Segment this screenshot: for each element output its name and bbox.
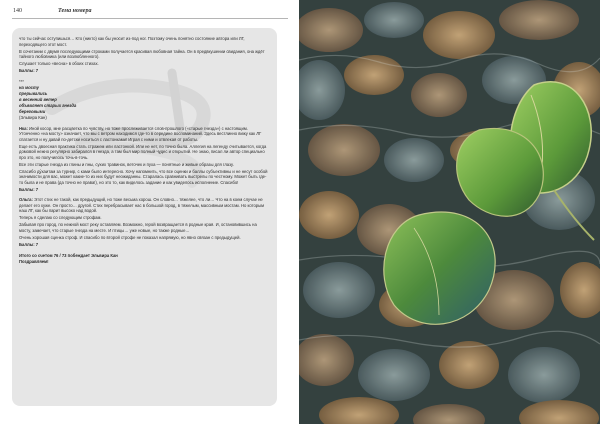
review-paragraph	[19, 126, 269, 143]
page-header	[0, 0, 299, 24]
poem-line: прерывались	[19, 90, 48, 96]
score-line: Баллы: 7	[19, 186, 39, 192]
text-panel	[12, 28, 277, 406]
review-text: Этот стих не такой, как предыдущий, но тоже весьма хорош. Он словно… тяжелее, что ли… Что на в коем случае не делает его хуже. Он просто… другой. Стих перебрасывает нас в большой город, в тяжелым, массивным мостам. Но которым наш ЛГ, как бы парит высоко над водой.	[19, 197, 265, 213]
review-paragraph: Все эти старые гнезда из глины и пны, сухих травинок, веточек и пуха — понятные и живые образы для глазу.	[19, 161, 234, 167]
intro-paragraph: В сочетании с двумя последующими строками получается красивая любовная тайна. Он в предвкушении свидания, она ждёт тайного любовника (или возлюбленного).	[19, 48, 265, 59]
header-rule	[12, 18, 288, 19]
left-page	[0, 0, 299, 424]
review-paragraph: Забывая про город, по нежной мост реку оставляем. Возможно, герой возвращается в родные края. И, остановившись на мосту, замечает, что старые гнезда на месте. И птицы… уже новые, но также родные…	[19, 222, 257, 233]
poem-line: на мосту	[19, 84, 39, 90]
poem-line: объявляет старых гнезда	[19, 102, 77, 108]
poem-block	[19, 79, 269, 121]
score-line: Баллы: 7	[19, 68, 39, 73]
poem-line: в весенний ветер	[19, 96, 57, 102]
page-number: 140	[13, 8, 22, 14]
poem-line: береговыми	[19, 108, 46, 114]
reviewer-name: Нка:	[19, 125, 28, 131]
article-text	[19, 36, 269, 268]
review-paragraph: Спасибо ду́хаитам за турнир, с ками было интересно. Хочу напомнить, что все оценки и баллы субъективны и не несут особой значимости для вас, может какие-то из них будут неожиданны. Старалась сравнивать выстрелы по честному. Может быть где-то была и не права (да точно не права!), но это то, как виделось задание и как увиделось исполнение. Спасибо!	[19, 168, 268, 185]
score-line: Баллы: 7	[19, 241, 39, 247]
section-title: Тема номера	[58, 8, 92, 14]
review-text: Иной косор, мне расцветка по чувству, но тоже прослеживается слов-прошлого («старые гнезда») с настоящим. Утонченно «на мосту» означает, что мы с ветром находимся где-то в середине воспоминаний. Здесь вестлинно вижу как ЛГ спатается и ну давай по-детски носиться с ластонками! Играя с ними и отвлекая от работы.	[19, 125, 262, 142]
intro-paragraph: что ты сейчас оступишься… Кто (никто) как бы уносит из-под ног. Поэтому очень понятно состояние автора или ЛГ, переходящего этот мост.	[19, 36, 245, 47]
final-result: Итого со счетом 76 / 73 побеждает Эльвира Кан Поздравляем!	[19, 253, 118, 264]
reviewer-name: Ольга:	[19, 197, 33, 202]
review-paragraph: Теперь я сделаю со следующим строфам.	[19, 215, 102, 220]
review-paragraph: Очень хорошая сценка строф. И спасибо по второй строфе не показал напрямую, но явно связан с предыдущей.	[19, 234, 241, 240]
review-paragraph: Еще есть двоесная практика стать стражем или ластонкой. Или не нет, по точно была. Аллегия на легенду считывается, когда домовой нежно регулярно забирался в гнезда, а там был мир полный чудес и открытий. Не знаю, писал ли автор специально про это, но получилось точь-в-точь.	[19, 143, 267, 160]
river-stones-leaf-photo	[299, 0, 600, 424]
poem-marker: ***	[19, 78, 24, 84]
poem-author: (Эльвира Кан)	[19, 114, 47, 120]
right-page-photo	[299, 0, 600, 424]
intro-paragraph: Слушает только «весна» в обоих стихах.	[19, 61, 99, 66]
review-paragraph	[19, 197, 269, 214]
